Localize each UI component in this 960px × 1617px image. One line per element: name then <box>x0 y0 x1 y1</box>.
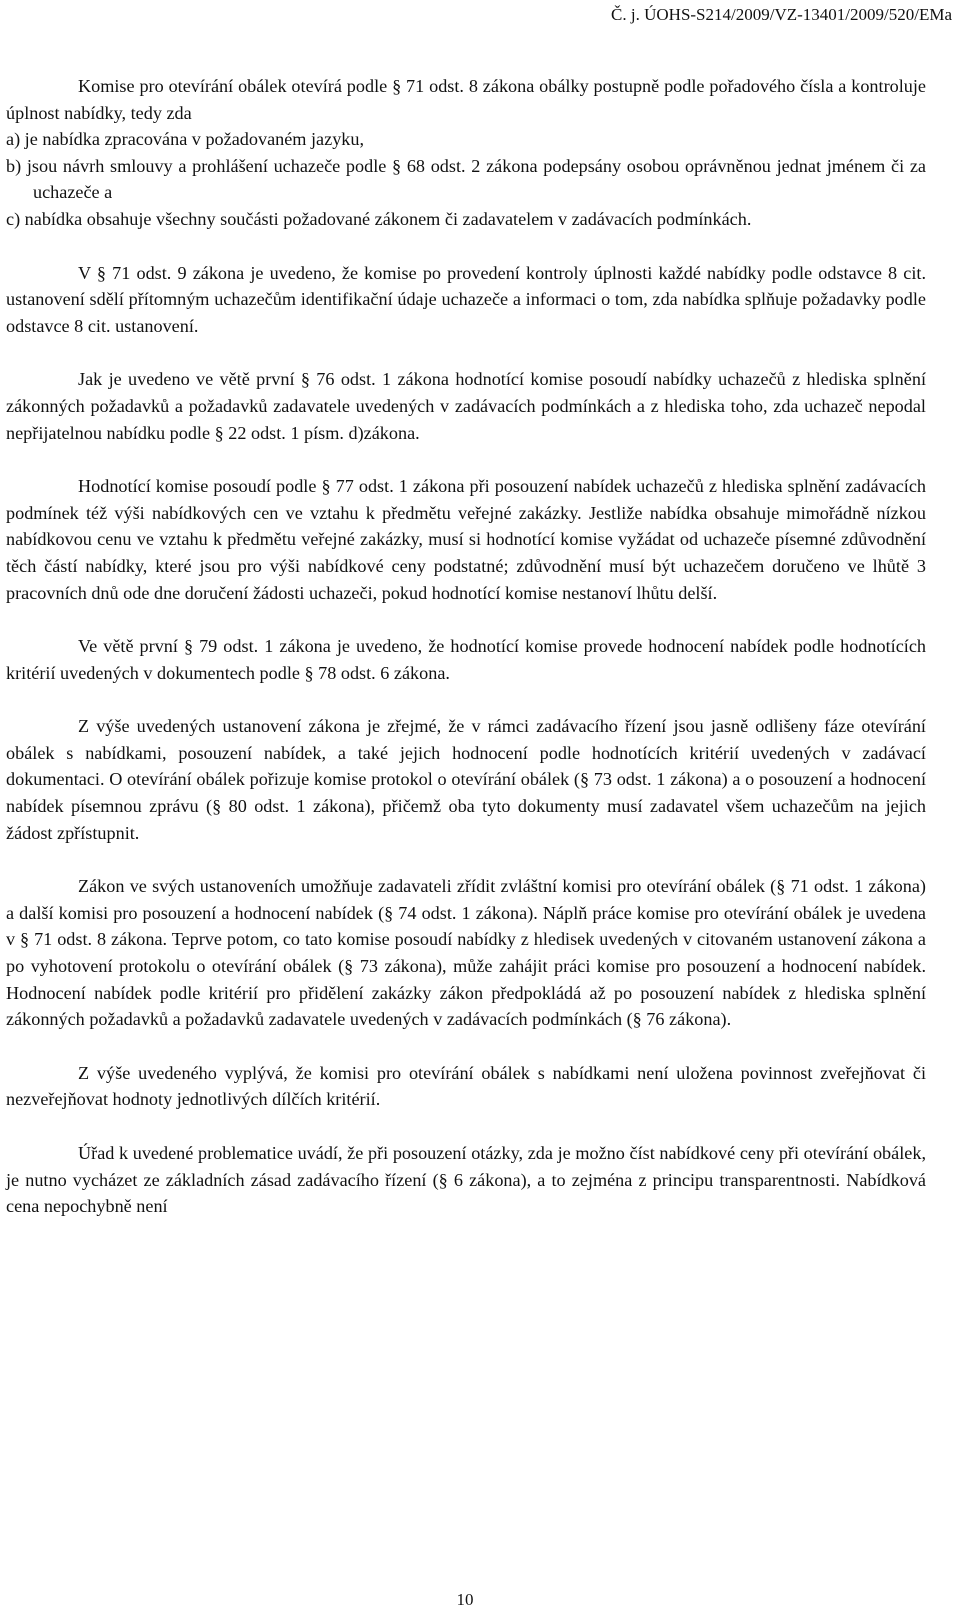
paragraph-71-9: V § 71 odst. 9 zákona je uvedeno, že komise po provedení kontroly úplnosti každé nabídky podle odstavce 8 cit. ustanovení sdělí přítomným uchazečům identifikační údaje uchazeče a informaci o tom, zda nabídka splňuje požadavky podle odstavce 8 cit. ustanovení. <box>6 262 926 336</box>
page-number: 10 <box>456 1590 474 1609</box>
list-item-a: a) je nabídka zpracována v požadovaném jazyku, <box>6 129 365 150</box>
list-item-c: c) nabídka obsahuje všechny součásti požadované zákonem či zadavatelem v zadávacích podmínkách. <box>6 208 752 229</box>
paragraph-intro: Komise pro otevírání obálek otevírá podle § 71 odst. 8 zákona obálky postupně podle pořadového čísla a kontroluje úplnost nabídky, tedy zda <box>6 76 926 123</box>
document-reference-number: Č. j. ÚOHS-S214/2009/VZ-13401/2009/520/EMa <box>611 5 952 24</box>
paragraph-77-1: Hodnotící komise posoudí podle § 77 odst. 1 zákona při posouzení nabídek uchazečů z hlediska splnění zadávacích podmínek též výši nabídkových cen ve vztahu k předmětu veřejné zakázky. Jestliže nabídka obsahuje mimořádně nízkou nabídkovou cenu ve vztahu k předmětu veřejné zakázky, musí si hodnotící komise vyžádat od uchazeče písemné zdůvodnění těch částí nabídky, které jsou pro výši nabídkové ceny podstatné; zdůvodnění musí být uchazečem doručeno ve lhůtě 3 pracovních dnů ode dne doručení žádosti uchazeči, pokud hodnotící komise nestanoví lhůtu delší. <box>6 476 926 603</box>
paragraph-commissions: Zákon ve svých ustanoveních umožňuje zadavateli zřídit zvláštní komisi pro otevírání obálek (§ 71 odst. 1 zákona) a další komisi pro posouzení a hodnocení nabídek (§ 74 odst. 1 zákona). Náplň práce komise pro otevírání obálek je uvedena v § 71 odst. 8 zákona. Teprve potom, co tato komise posoudí nabídky z hledisek uvedených v citovaném ustanovení zákona a po vyhotovení protokolu o otevírání obálek (§ 73 zákona), může zahájit práci komise pro posouzení a hodnocení nabídek. Hodnocení nabídek podle kritérií pro přidělení zakázky zákon předpokládá až po posouzení nabídek z hlediska splnění zákonných požadavků a požadavků zadavatele uvedených v zadávacích podmínkách (§ 76 zákona). <box>6 876 926 1030</box>
list-item-b: b) jsou návrh smlouvy a prohlášení uchazeče podle § 68 odst. 2 zákona podepsány osobou oprávněnou jednat jménem či za uchazeče a <box>6 155 926 203</box>
paragraph-conclusion: Z výše uvedeného vyplývá, že komisi pro otevírání obálek s nabídkami není uložena povinnost zveřejňovat či nezveřejňovat hodnoty jednotlivých dílčích kritérií. <box>6 1062 926 1110</box>
document-body <box>6 73 926 1220</box>
paragraph-phases: Z výše uvedených ustanovení zákona je zřejmé, že v rámci zadávacího řízení jsou jasně odlišeny fáze otevírání obálek s nabídkami, posouzení nabídek, a také jejich hodnocení podle hodnotících kritérií uvedených v zadávací dokumentaci. O otevírání obálek pořizuje komise protokol o otevírání obálek (§ 73 odst. 1 zákona) a o posouzení a hodnocení nabídek písemnou zprávu (§ 80 odst. 1 zákona), přičemž oba tyto dokumenty musí zadavatel všem uchazečům na jejich žádost zpřístupnit. <box>6 716 926 843</box>
paragraph-79-1: Ve větě první § 79 odst. 1 zákona je uvedeno, že hodnotící komise provede hodnocení nabídek podle hodnotících kritérií uvedených v dokumentech podle § 78 odst. 6 zákona. <box>6 636 926 683</box>
paragraph-76-1: Jak je uvedeno ve větě první § 76 odst. 1 zákona hodnotící komise posoudí nabídky uchazečů z hlediska splnění zákonných požadavků a požadavků zadavatele uvedených v zadávacích podmínkách a z hlediska toho, zda uchazeč nepodal nepřijatelnou nabídku podle § 22 odst. 1 písm. d)zákona. <box>6 369 926 443</box>
paragraph-office: Úřad k uvedené problematice uvádí, že při posouzení otázky, zda je možno číst nabídkové ceny při otevírání obálek, je nutno vycházet ze základních zásad zadávacího řízení (§ 6 zákona), a to zejména z principu transparentnosti. Nabídková cena nepochybně není <box>6 1143 926 1217</box>
